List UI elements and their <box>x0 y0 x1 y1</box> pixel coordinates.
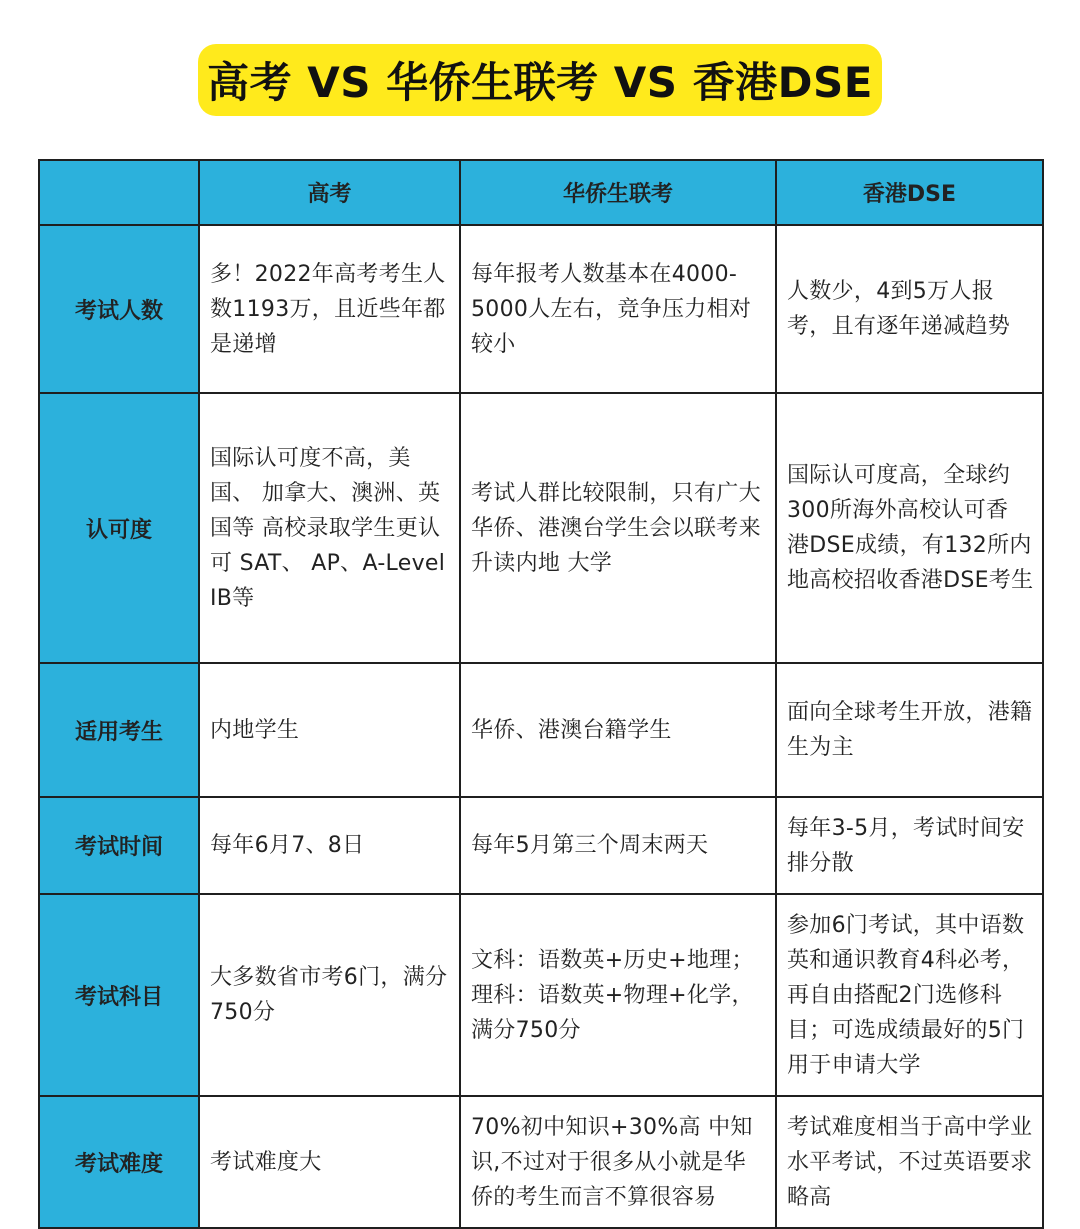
row-label: 考试难度 <box>39 1096 199 1228</box>
table-cell: 参加6门考试，其中语数英和通识教育4科必考，再自由搭配2门选修科目；可选成绩最好的5门用于申请大学 <box>776 894 1043 1096</box>
table-cell: 考试人群比较限制，只有广大华侨、港澳台学生会以联考来升读内地 大学 <box>460 393 776 663</box>
table-cell: 面向全球考生开放，港籍生为主 <box>776 663 1043 797</box>
table-row <box>39 393 1043 663</box>
table-row <box>39 1096 1043 1228</box>
table-cell: 每年3-5月，考试时间安排分散 <box>776 797 1043 894</box>
table-cell: 人数少，4到5万人报考，且有逐年递减趋势 <box>776 225 1043 393</box>
table-cell: 内地学生 <box>199 663 460 797</box>
table-cell: 70%初中知识+30%高 中知识,不过对于很多从小就是华侨的考生而言不算很容易 <box>460 1096 776 1228</box>
table-cell: 每年6月7、8日 <box>199 797 460 894</box>
page-title: 高考 VS 华侨生联考 VS 香港DSE <box>198 44 882 116</box>
comparison-table <box>38 159 1044 1229</box>
table-header-row <box>39 160 1043 225</box>
table-cell: 多！2022年高考考生人数1193万，且近些年都是递增 <box>199 225 460 393</box>
table-row <box>39 225 1043 393</box>
row-label: 考试科目 <box>39 894 199 1096</box>
table-cell: 考试难度大 <box>199 1096 460 1228</box>
title-banner <box>0 44 1080 116</box>
table-cell: 文科：语数英+历史+地理；理科：语数英+物理+化学，满分750分 <box>460 894 776 1096</box>
row-label: 考试时间 <box>39 797 199 894</box>
table-cell: 大多数省市考6门，满分 750分 <box>199 894 460 1096</box>
table-cell: 每年5月第三个周末两天 <box>460 797 776 894</box>
header-corner <box>39 160 199 225</box>
table-row <box>39 894 1043 1096</box>
row-label: 认可度 <box>39 393 199 663</box>
table-row <box>39 797 1043 894</box>
table-cell: 国际认可度高，全球约300所海外高校认可香 港DSE成绩，有132所内地高校招收香港DSE考生 <box>776 393 1043 663</box>
row-label: 考试人数 <box>39 225 199 393</box>
header-gaokao: 高考 <box>199 160 460 225</box>
table-cell: 华侨、港澳台籍学生 <box>460 663 776 797</box>
header-huaqiao: 华侨生联考 <box>460 160 776 225</box>
row-label: 适用考生 <box>39 663 199 797</box>
header-dse: 香港DSE <box>776 160 1043 225</box>
table-row <box>39 663 1043 797</box>
table-cell: 国际认可度不高，美国、 加拿大、澳洲、英国等 高校录取学生更认可 SAT、 AP、A-Level IB等 <box>199 393 460 663</box>
table-cell: 每年报考人数基本在4000-5000人左右，竞争压力相对较小 <box>460 225 776 393</box>
table-cell: 考试难度相当于高中学业水平考试，不过英语要求略高 <box>776 1096 1043 1228</box>
